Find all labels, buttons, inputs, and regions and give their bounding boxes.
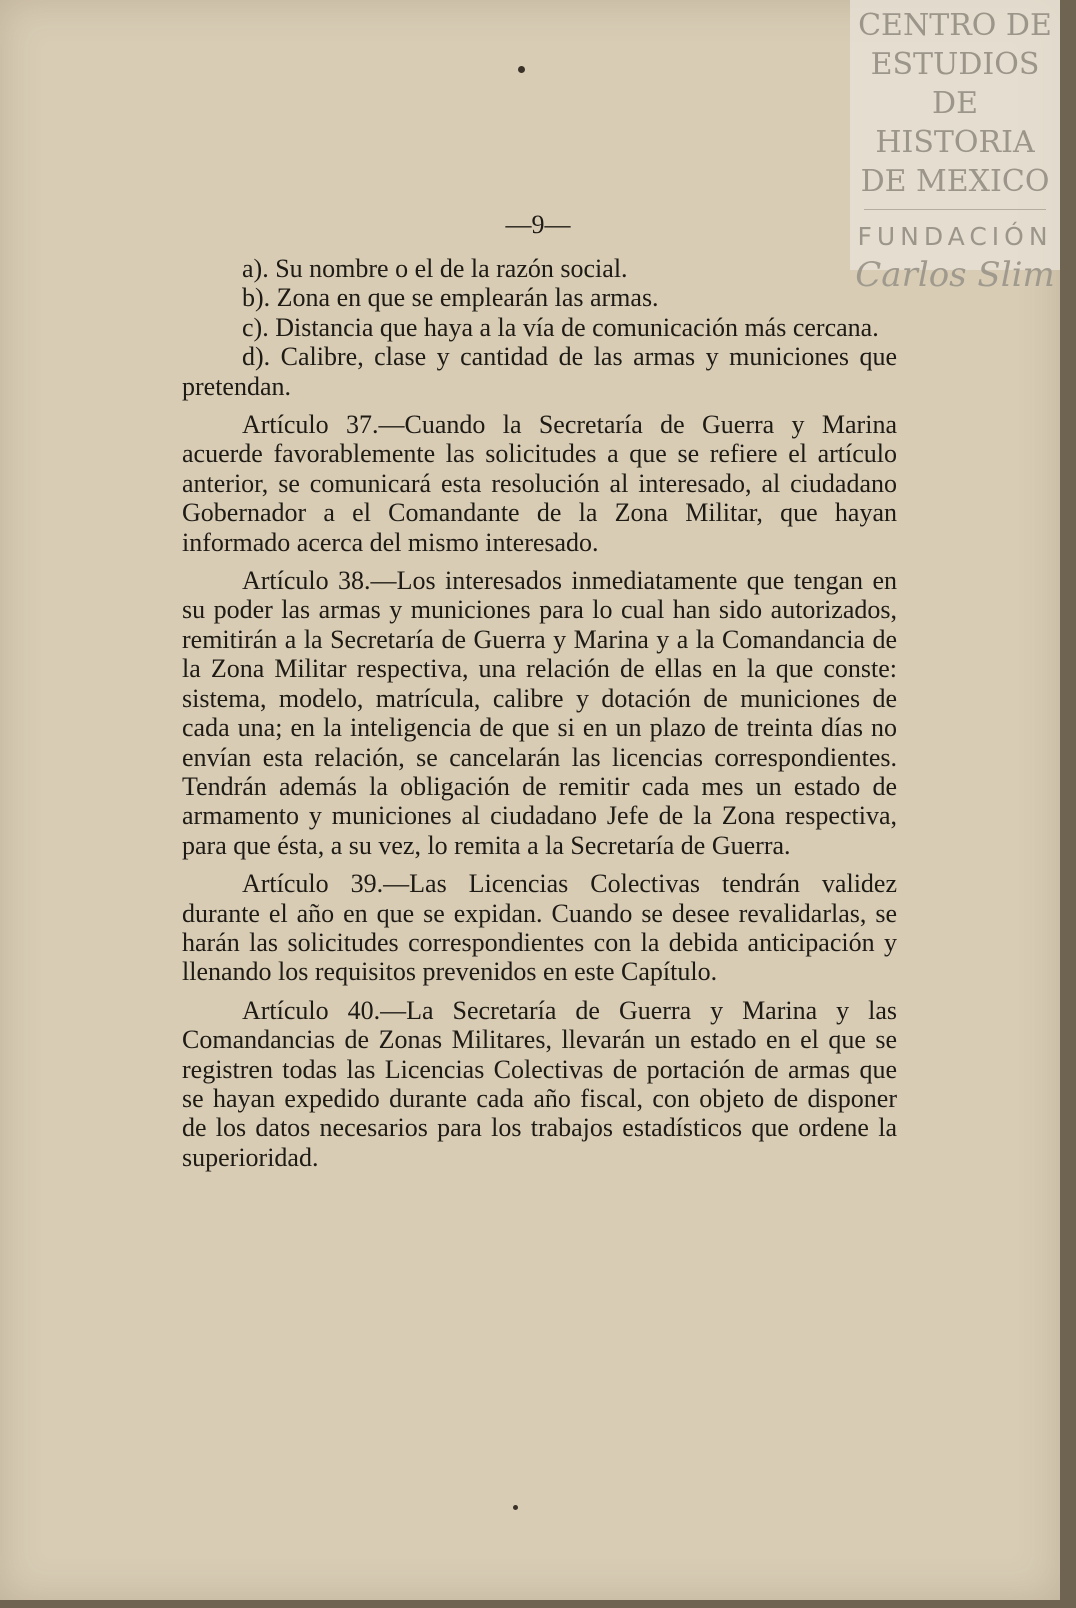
watermark-line: DE HISTORIA [875, 86, 1035, 160]
paper-speck [513, 1505, 518, 1510]
article-text: Las Licencias Colectivas tendrán validez durante el año en que se expidan. Cuando se desee revalidarlas, se harán las solicitudes correspondientes con la debida anticipación y llenando los requisitos prevenidos en este Capítulo. [182, 869, 897, 987]
article-text: Los interesados inmediatamente que tengan en su poder las armas y municiones para lo cual han sido autorizados, remitirán a la Secretaría de Guerra y Marina y a la Comandancia de la Zona Militar respectiva, una relación de ellas en la que conste: sistema, modelo, matrícula, calibre y dotación de municiones de cada una; en la inteligencia de que si en un plazo de treinta días no envían esta relación, se cancelarán las licencias correspondientes. Tendrán además la obligación de remitir cada mes un estado de armamento y municiones al ciudadano Jefe de la Zona respectiva, para que ésta, a su vez, lo remita a la Secretaría de Guerra. [182, 566, 897, 860]
body-text [182, 254, 897, 1172]
list-item [182, 342, 897, 401]
list-item [182, 313, 897, 342]
article-heading: Artículo 39.— [242, 869, 410, 899]
scan-border-right [1060, 0, 1076, 1608]
article-paragraph [182, 996, 897, 1172]
article-text: La Secretaría de Guerra y Marina y las Comandancias de Zonas Militares, llevarán un estado en el que se registren todas las Licencias Colectivas de portación de armas que se hayan expedido durante cada año fiscal, con objeto de disponer de los datos necesarios para los trabajos estadísticos que ordene la superioridad. [182, 995, 897, 1172]
item-label: b). [242, 283, 271, 313]
list-item [182, 283, 897, 312]
article-heading: Artículo 40.— [242, 995, 407, 1025]
scan-border-bottom [0, 1600, 1076, 1608]
watermark-foundation: FUNDACIÓN [857, 222, 1053, 251]
item-label: a). [242, 254, 269, 283]
item-text: Su nombre o el de la razón social. [275, 254, 628, 283]
article-paragraph [182, 566, 897, 860]
watermark-line: CENTRO DE [858, 8, 1052, 43]
paper-speck [518, 66, 525, 73]
item-label: c). [242, 312, 269, 342]
watermark-signature: Carlos Slim [855, 255, 1055, 295]
item-text: Calibre, clase y cantidad de las armas y municiones que pretendan. [182, 342, 898, 401]
item-text: Zona en que se emplearán las armas. [276, 283, 659, 313]
item-label: d). [242, 342, 271, 372]
article-text: Cuando la Secretaría de Guerra y Marina acuerde favorablemente las solicitudes a que se refiere el artículo anterior, se comunicará esta resolución al interesado, al ciudadano Gobernador a el Comandante de la Zona Militar, que hayan informado acerca del mismo interesado. [182, 410, 897, 557]
watermark-line: ESTUDIOS [870, 47, 1040, 82]
page-number: —9— [505, 210, 571, 239]
item-text: Distancia que haya a la vía de comunicación más cercana. [275, 312, 879, 342]
article-paragraph [182, 869, 897, 987]
article-heading: Artículo 37.— [242, 410, 405, 440]
list-item [182, 254, 897, 283]
article-paragraph [182, 410, 897, 557]
watermark-line: DE MEXICO [860, 164, 1050, 199]
article-heading: Artículo 38.— [242, 566, 397, 596]
